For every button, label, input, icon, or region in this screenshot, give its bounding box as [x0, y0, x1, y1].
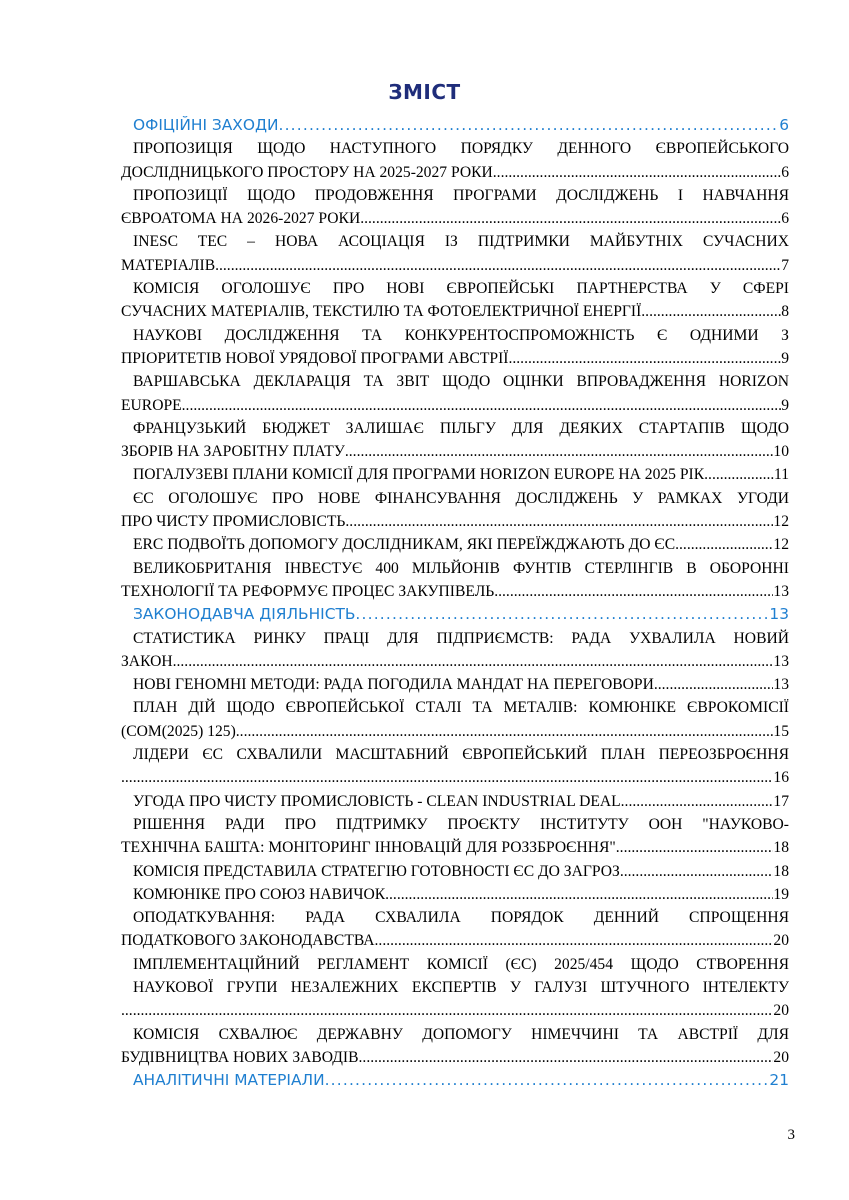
toc-entry-line	[121, 627, 789, 650]
dot-leader	[704, 463, 774, 486]
toc-entry[interactable]	[121, 277, 789, 324]
toc-page-number: 20	[773, 1002, 789, 1020]
toc-title: ЗМІСТ	[388, 80, 461, 104]
toc-entry-text: ОПОДАТКУВАННЯ: РАДА СХВАЛИЛА ПОРЯДОК ДЕННИЙ СПРОЩЕННЯ	[133, 909, 789, 927]
toc-entry[interactable]	[121, 1023, 789, 1070]
toc-entry[interactable]	[121, 417, 789, 464]
dot-leader	[375, 929, 774, 952]
dot-leader	[173, 650, 774, 673]
dot-leader	[355, 603, 769, 626]
toc-entry-line	[121, 860, 789, 883]
toc-entry-text: НОВІ ГЕНОМНІ МЕТОДИ: РАДА ПОГОДИЛА МАНДАТ НА ПЕРЕГОВОРИ	[133, 676, 654, 694]
toc-entry-text: СУЧАСНИХ МАТЕРІАЛІВ, ТЕКСТИЛЮ ТА ФОТОЕЛЕКТРИЧНОЇ ЕНЕРГІЇ	[121, 303, 642, 321]
toc-entry[interactable]	[121, 813, 789, 860]
toc-entry-text: РІШЕННЯ РАДИ ПРО ПІДТРИМКУ ПРОЄКТУ ІНСТИТУТУ ООН "НАУКОВО-	[133, 815, 789, 833]
dot-leader	[493, 161, 781, 184]
toc-entry-text: БУДІВНИЦТВА НОВИХ ЗАВОДІВ	[121, 1048, 359, 1066]
toc-entry-text: EUROPE	[121, 396, 182, 414]
toc-entry-text: ЗАКОН	[121, 652, 173, 670]
toc-entry[interactable]	[121, 906, 789, 953]
toc-entry-text: ПОДАТКОВОГО ЗАКОНОДАВСТВА	[121, 932, 375, 950]
toc-entry-line	[121, 696, 789, 719]
toc-entry-text: ФРАНЦУЗЬКИЙ БЮДЖЕТ ЗАЛИШАЄ ПІЛЬГУ ДЛЯ ДЕЯКИХ СТАРТАПІВ ЩОДО	[133, 419, 789, 437]
dot-leader	[359, 1046, 774, 1069]
toc-entry-line	[121, 999, 789, 1022]
dot-leader	[215, 254, 781, 277]
toc-page-number: 7	[781, 256, 789, 274]
toc-entry-text: ПОГАЛУЗЕВІ ПЛАНИ КОМІСІЇ ДЛЯ ПРОГРАМИ HORIZON EUROPE НА 2025 РІК	[133, 466, 705, 484]
toc-entry-line	[121, 1069, 789, 1092]
table-of-contents	[121, 114, 789, 1092]
toc-page-number: 8	[781, 303, 789, 321]
toc-entry-line	[121, 603, 789, 626]
dot-leader	[121, 766, 773, 789]
toc-entry-line	[121, 906, 789, 929]
toc-entry[interactable]	[121, 673, 789, 696]
toc-entry-text: ПЛАН ДІЙ ЩОДО ЄВРОПЕЙСЬКОЇ СТАЛІ ТА МЕТАЛІВ: КОМЮНІКЕ ЄВРОКОМІСІЇ	[133, 699, 789, 717]
toc-page-number: 6	[779, 116, 789, 134]
toc-entry[interactable]	[121, 230, 789, 277]
toc-entry-text: ДОСЛІДНИЦЬКОГО ПРОСТОРУ НА 2025-2027 РОКИ	[121, 163, 493, 181]
toc-entry-text: КОМЮНІКЕ ПРО СОЮЗ НАВИЧОК	[133, 885, 386, 903]
toc-entry-line	[121, 743, 789, 766]
toc-page-number: 18	[773, 839, 789, 857]
toc-entry-line	[121, 254, 789, 277]
toc-page-number: 19	[773, 885, 789, 903]
toc-entry-text: ПРІОРИТЕТІВ НОВОЇ УРЯДОВОЇ ПРОГРАМИ АВСТРІЇ	[121, 349, 509, 367]
toc-entry-line	[121, 161, 789, 184]
toc-entry-text: (COM(2025) 125)	[121, 722, 236, 740]
toc-entry-line	[121, 114, 789, 137]
toc-entry-line	[121, 184, 789, 207]
toc-entry[interactable]	[121, 883, 789, 906]
toc-entry[interactable]	[121, 860, 789, 883]
dot-leader	[654, 673, 774, 696]
toc-entry-text: ТЕХНОЛОГІЇ ТА РЕФОРМУЄ ПРОЦЕС ЗАКУПІВЕЛЬ	[121, 582, 495, 600]
toc-entry-text: НАУКОВІ ДОСЛІДЖЕННЯ ТА КОНКУРЕНТОСПРОМОЖНІСТЬ Є ОДНИМИ З	[133, 326, 789, 344]
dot-leader	[385, 883, 773, 906]
toc-entry-line	[121, 510, 789, 533]
toc-entry-line	[121, 1046, 789, 1069]
toc-entry-line	[121, 650, 789, 673]
toc-page-number: 9	[781, 396, 789, 414]
toc-entry[interactable]	[121, 533, 789, 556]
toc-entry[interactable]	[121, 324, 789, 371]
dot-leader	[279, 114, 780, 137]
toc-page-number: 20	[773, 932, 789, 950]
toc-entry-text: INESC TEC – НОВА АСОЦІАЦІЯ ІЗ ПІДТРИМКИ МАЙБУТНІХ СУЧАСНИХ	[133, 233, 789, 251]
dot-leader	[345, 440, 774, 463]
toc-page-number: 6	[781, 163, 789, 181]
toc-entry-text: ПРОПОЗИЦІЇ ЩОДО ПРОДОВЖЕННЯ ПРОГРАМИ ДОСЛІДЖЕНЬ І НАВЧАННЯ	[133, 186, 789, 204]
toc-entry-line	[121, 720, 789, 743]
toc-page-number: 10	[773, 443, 789, 461]
toc-entry-text: ЄС ОГОЛОШУЄ ПРО НОВЕ ФІНАНСУВАННЯ ДОСЛІДЖЕНЬ У РАМКАХ УГОДИ	[133, 489, 789, 507]
toc-entry-line	[121, 790, 789, 813]
toc-entry-text: ЄВРОАТОМА НА 2026-2027 РОКИ	[121, 210, 361, 228]
dot-leader	[620, 860, 774, 883]
toc-entry-line	[121, 487, 789, 510]
dot-leader	[621, 790, 774, 813]
toc-entry-line	[121, 766, 789, 789]
toc-entry-text: ПРО ЧИСТУ ПРОМИСЛОВІСТЬ	[121, 513, 346, 531]
toc-page-number: 18	[773, 862, 789, 880]
toc-entry[interactable]	[121, 137, 789, 184]
toc-entry-text: ОФІЦІЙНІ ЗАХОДИ	[133, 116, 279, 134]
dot-leader	[121, 999, 773, 1022]
toc-page-number: 13	[773, 676, 789, 694]
toc-entry-text: КОМІСІЯ СХВАЛЮЄ ДЕРЖАВНУ ДОПОМОГУ НІМЕЧЧИНІ ТА АВСТРІЇ ДЛЯ	[133, 1025, 789, 1043]
toc-entry-line	[121, 394, 789, 417]
toc-entry-text: ВАРШАВСЬКА ДЕКЛАРАЦІЯ ТА ЗВІТ ЩОДО ОЦІНКИ ВПРОВАДЖЕННЯ HORIZON	[133, 373, 789, 391]
toc-section-entry[interactable]	[121, 1069, 789, 1092]
toc-page-number: 13	[773, 582, 789, 600]
toc-entry-text: КОМІСІЯ ПРЕДСТАВИЛА СТРАТЕГІЮ ГОТОВНОСТІ ЄС ДО ЗАГРОЗ	[133, 862, 620, 880]
toc-page-number: 9	[781, 349, 789, 367]
toc-page-number: 20	[773, 1048, 789, 1066]
toc-section-entry[interactable]	[121, 114, 789, 137]
toc-entry-text: ЛІДЕРИ ЄС СХВАЛИЛИ МАСШТАБНИЙ ЄВРОПЕЙСЬКИЙ ПЛАН ПЕРЕОЗБРОЄННЯ	[133, 746, 789, 764]
toc-page-number: 13	[773, 652, 789, 670]
dot-leader	[675, 533, 773, 556]
toc-entry-line	[121, 300, 789, 323]
toc-page-number: 15	[773, 722, 789, 740]
toc-entry-text: ІМПЛЕМЕНТАЦІЙНИЙ РЕГЛАМЕНТ КОМІСІЇ (ЄС) 2025/454 ЩОДО СТВОРЕННЯ	[133, 955, 789, 973]
toc-entry[interactable]	[121, 953, 789, 1023]
toc-entry[interactable]	[121, 557, 789, 604]
toc-entry-text: ЗАКОНОДАВЧА ДІЯЛЬНІСТЬ	[133, 605, 356, 624]
toc-entry-line	[121, 347, 789, 370]
toc-entry-text: ПРОПОЗИЦІЯ ЩОДО НАСТУПНОГО ПОРЯДКУ ДЕННОГО ЄВРОПЕЙСЬКОГО	[133, 140, 789, 158]
toc-entry-line	[121, 324, 789, 347]
dot-leader	[182, 394, 782, 417]
toc-entry[interactable]	[121, 627, 789, 674]
toc-page-number: 6	[781, 210, 789, 228]
toc-entry-line	[121, 1023, 789, 1046]
toc-entry[interactable]	[121, 696, 789, 743]
dot-leader	[508, 347, 781, 370]
toc-entry-line	[121, 557, 789, 580]
toc-entry-text: МАТЕРІАЛІВ	[121, 256, 216, 274]
toc-page-number: 13	[769, 605, 789, 624]
toc-entry[interactable]	[121, 370, 789, 417]
page-number: 3	[787, 1127, 795, 1143]
dot-leader	[494, 580, 773, 603]
toc-entry-line	[121, 440, 789, 463]
toc-entry-line	[121, 673, 789, 696]
toc-entry-text: ЗБОРІВ НА ЗАРОБІТНУ ПЛАТУ	[121, 443, 345, 461]
toc-entry-line	[121, 137, 789, 160]
toc-entry-text: УГОДА ПРО ЧИСТУ ПРОМИСЛОВІСТЬ - CLEAN INDUSTRIAL DEAL	[133, 792, 621, 810]
toc-section-entry[interactable]	[121, 603, 789, 626]
toc-entry-line	[121, 836, 789, 859]
toc-entry-text: КОМІСІЯ ОГОЛОШУЄ ПРО НОВІ ЄВРОПЕЙСЬКІ ПАРТНЕРСТВА У СФЕРІ	[133, 280, 789, 298]
toc-entry-line	[121, 929, 789, 952]
toc-entry-line	[121, 463, 789, 486]
toc-entry-line	[121, 580, 789, 603]
toc-page-number: 16	[773, 769, 789, 787]
toc-entry-line	[121, 230, 789, 253]
dot-leader	[360, 207, 781, 230]
toc-entry-line	[121, 370, 789, 393]
toc-entry[interactable]	[121, 487, 789, 534]
toc-entry-line	[121, 533, 789, 556]
toc-entry[interactable]	[121, 463, 789, 486]
toc-page-number: 17	[773, 792, 789, 810]
toc-entry[interactable]	[121, 184, 789, 231]
dot-leader	[616, 836, 774, 859]
toc-entry[interactable]	[121, 790, 789, 813]
dot-leader	[325, 1069, 770, 1092]
toc-page-number: 12	[773, 513, 789, 531]
toc-entry[interactable]	[121, 743, 789, 790]
dot-leader	[236, 720, 774, 743]
toc-entry-line	[121, 953, 789, 976]
dot-leader	[345, 510, 773, 533]
toc-entry-text: АНАЛІТИЧНІ МАТЕРІАЛИ	[133, 1071, 325, 1090]
toc-entry-text: ВЕЛИКОБРИТАНІЯ ІНВЕСТУЄ 400 МІЛЬЙОНІВ ФУНТІВ СТЕРЛІНГІВ В ОБОРОННІ	[133, 559, 789, 577]
dot-leader	[641, 300, 781, 323]
toc-entry-text: СТАТИСТИКА РИНКУ ПРАЦІ ДЛЯ ПІДПРИЄМСТВ: РАДА УХВАЛИЛА НОВИЙ	[133, 629, 789, 647]
toc-page-number: 11	[773, 466, 789, 484]
toc-entry-text: ERC ПОДВОЇТЬ ДОПОМОГУ ДОСЛІДНИКАМ, ЯКІ ПЕРЕЇЖДЖАЮТЬ ДО ЄС	[133, 536, 676, 554]
toc-page-number: 21	[769, 1071, 789, 1090]
toc-entry-text: НАУКОВОЇ ГРУПИ НЕЗАЛЕЖНИХ ЕКСПЕРТІВ У ГАЛУЗІ ШТУЧНОГО ІНТЕЛЕКТУ	[133, 978, 789, 996]
toc-entry-line	[121, 883, 789, 906]
toc-entry-line	[121, 976, 789, 999]
toc-entry-line	[121, 277, 789, 300]
toc-entry-line	[121, 417, 789, 440]
toc-entry-text: ТЕХНІЧНА БАШТА: МОНІТОРИНГ ІННОВАЦІЙ ДЛЯ РОЗЗБРОЄННЯ"	[121, 839, 616, 857]
toc-entry-line	[121, 813, 789, 836]
toc-page-number: 12	[773, 536, 789, 554]
toc-entry-line	[121, 207, 789, 230]
